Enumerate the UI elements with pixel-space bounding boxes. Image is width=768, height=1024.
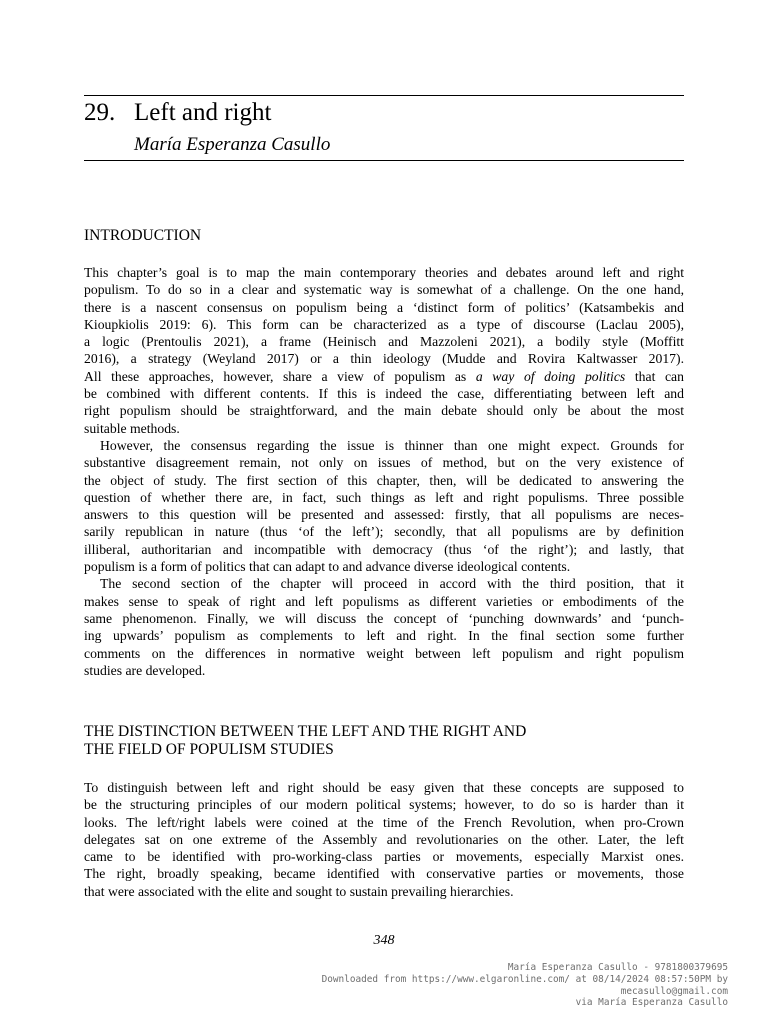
section-heading-introduction: INTRODUCTION: [84, 227, 202, 244]
footer-line: María Esperanza Casullo - 9781800379695: [507, 962, 728, 973]
section-heading-distinction: [84, 723, 684, 759]
distinction-body: [84, 779, 684, 900]
text-line: suitable methods.: [84, 420, 180, 436]
text-line: Kioupkiolis 2019: 6). This form can be characterized as a type of discourse (Laclau 2005),: [84, 316, 684, 332]
text-line: illiberal, authoritarian and incompatible with democracy (thus ‘of the right’); and lastly, that: [84, 541, 684, 557]
footer-line: via María Esperanza Casullo: [575, 997, 728, 1009]
text-line: comments on the differences in normative weight between left populism and right populism: [84, 645, 684, 661]
section-heading-line: THE FIELD OF POPULISM STUDIES: [84, 741, 334, 758]
chapter-title-text: Left and right: [134, 99, 272, 126]
text-line: 2016), a strategy (Weyland 2017) or a thin ideology (Mudde and Rovira Kaltwasser 2017).: [84, 351, 684, 367]
text-line: substantive disagreement remain, not only on issues of method, but on the very existence of: [84, 455, 684, 471]
text-line: there is a nascent consensus on populism being a ‘distinct form of politics’ (Katsambekis and: [84, 299, 684, 315]
text-line: The right, broadly speaking, became identified with conservative parties or movements, those: [84, 866, 684, 882]
download-footer: [322, 962, 728, 1009]
text-line: To distinguish between left and right should be easy given that these concepts are supposed to: [84, 780, 684, 795]
text-line: populism is a form of politics that can adapt to and advance diverse ideological contents.: [84, 559, 571, 575]
text-line: delegates sat on one extreme of the Assembly and revolutionaries on the other. Later, the left: [84, 831, 684, 847]
text-line: ing upwards’ populism as complements to left and right. In the final section some further: [84, 628, 684, 644]
text-line: sarily republican in nature (thus ‘of the left’); secondly, that all populisms are by definition: [84, 524, 684, 540]
text-line: looks. The left/right labels were coined at the time of the French Revolution, when pro-Crown: [84, 814, 684, 830]
text-line: a logic (Prentoulis 2021), a frame (Heinisch and Mazzoleni 2021), a bodily style (Moffitt: [84, 334, 684, 350]
text-line: be the structuring principles of our modern political systems; however, to do so is harder than it: [84, 797, 684, 813]
emphasis-text: a way of doing politics: [475, 368, 626, 384]
text-line: This chapter’s goal is to map the main contemporary theories and debates around left and right: [84, 265, 684, 280]
chapter-author: María Esperanza Casullo: [134, 134, 331, 155]
text-line: came to be identified with pro-working-class parties or movements, especially Marxist ones.: [84, 849, 684, 865]
text-line: populism. To do so in a clear and systematic way is somewhat of a challenge. On the one hand,: [84, 282, 684, 298]
section-heading-line: THE DISTINCTION BETWEEN THE LEFT AND THE RIGHT AND: [84, 723, 527, 740]
footer-line: mecasullo@gmail.com: [620, 985, 728, 997]
text-line: makes sense to speak of right and left populisms as different varieties or embodiments of the: [84, 593, 684, 609]
text-line: same phenomenon. Finally, we will discuss the concept of ‘punching downwards’ and ‘punch-: [84, 610, 684, 626]
text-line: the object of study. The first section of this chapter, then, will be dedicated to answering the: [84, 472, 684, 488]
text-line: right populism should be straightforward, and the main debate should only be about the most: [84, 403, 684, 419]
text-line-part: that can: [625, 368, 684, 384]
page-number: 348: [373, 933, 395, 948]
chapter-title: [84, 98, 271, 128]
introduction-body: [84, 264, 684, 679]
title-bottom-rule: [84, 160, 684, 161]
text-line: be combined with different contents. If this is indeed the case, differentiating between left and: [84, 386, 684, 402]
text-line: question of whether there are, in fact, such things as left and right populisms. Three possible: [84, 489, 684, 505]
text-line-part: All these approaches, however, share a view of populism as: [84, 368, 476, 384]
text-line: that were associated with the elite and sought to sustain prevailing hierarchies.: [84, 883, 514, 899]
text-line: However, the consensus regarding the issue is thinner than one might expect. Grounds for: [100, 437, 684, 453]
text-line: [84, 368, 684, 385]
footer-line: Downloaded from https://www.elgaronline.com/ at 08/14/2024 08:57:50PM by: [321, 973, 728, 985]
text-line: studies are developed.: [84, 662, 206, 678]
top-rule: [84, 95, 684, 96]
text-line: The second section of the chapter will proceed in accord with the third position, that it: [100, 576, 684, 592]
chapter-number: 29.: [84, 99, 116, 126]
text-line: answers to this question will be presented and assessed: firstly, that all populisms are neces-: [84, 507, 684, 523]
